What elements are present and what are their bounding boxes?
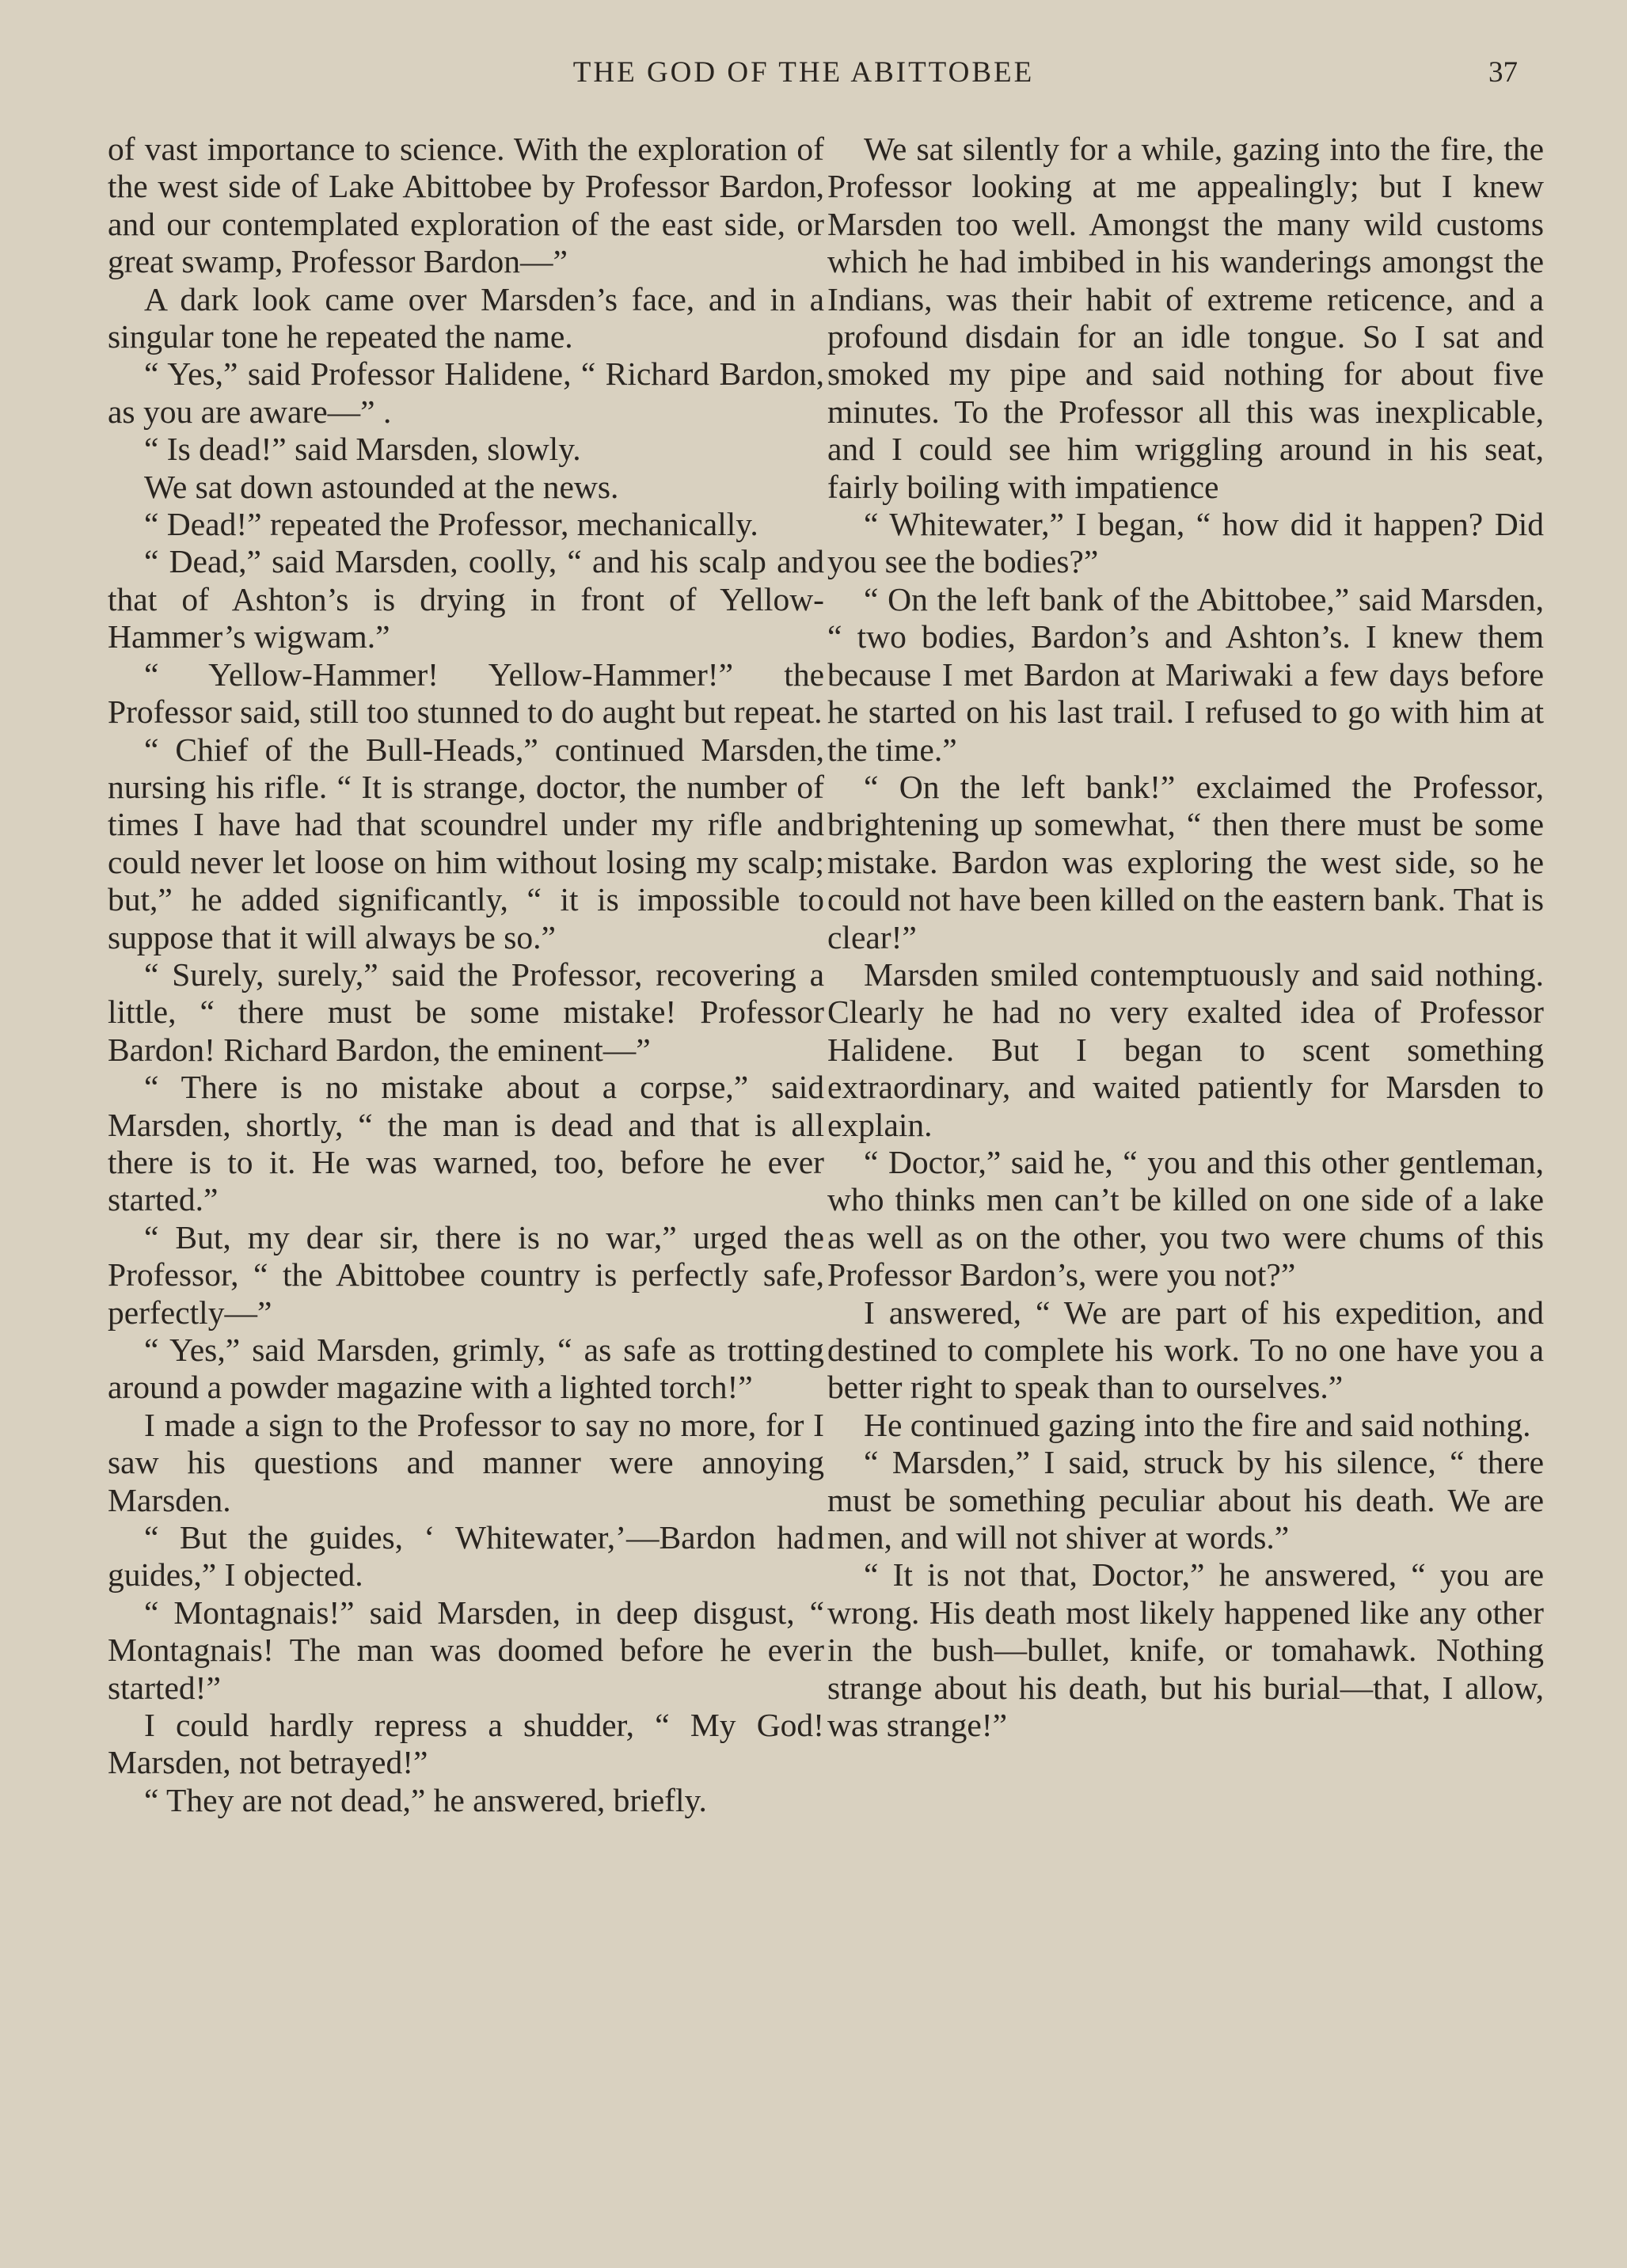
paragraph: “ Yes,” said Marsden, grimly, “ as safe as trotting around a powder magazine with a lighted torch!” [108,1332,824,1406]
paragraph: “ Chief of the Bull-Heads,” continued Marsden, nursing his rifle. “ It is strange, doctor, the number of times I have had that scoundrel under my rifle and could never let loose on him without losing my scalp; but,” he added significantly, “ it is impossible to suppose that it will always be so.” [108,731,824,955]
paragraph: “ They are not dead,” he answered, briefly. [144,1781,707,1818]
paragraph: We sat down astounded at the news. [144,468,619,505]
paragraph: Marsden smiled contemptuously and said nothing. Clearly he had no very exalted idea of Professor Halidene. But I began to scent something extraordinary, and waited patiently for Marsden to explain. [827,955,1544,1143]
paragraph: “ But, my dear sir, there is no war,” urged the Professor, “ the Abittobee country is perfectly safe, perfectly—” [108,1218,824,1331]
paragraph: A dark look came over Marsden’s face, and in a singular tone he repeated the name. [108,280,824,355]
running-title: THE GOD OF THE ABITTOBEE [572,56,1035,89]
paragraph: “ Dead,” said Marsden, coolly, “ and his scalp and that of Ashton’s is drying in front of Yellow-Hammer’s wigwam.” [108,543,824,655]
paragraph: “ Montagnais!” said Marsden, in deep disgust, “ Montagnais! The man was doomed before he ever started!” [108,1594,824,1706]
paragraph: “ Dead!” repeated the Professor, mechanically. [144,506,758,543]
paragraph: I made a sign to the Professor to say no more, for I saw his questions and manner were annoying Marsden. [108,1406,824,1518]
paragraph: I answered, “ We are part of his expedition, and destined to complete his work. To no one have you a better right to speak than to ourselves.” [827,1294,1544,1406]
paragraph: of vast importance to science. With the exploration of the west side of Lake Abittobee by Professor Bardon, and our contemplated exploration of the east side, or great swamp, Professor Bardon—” [108,131,824,280]
paragraph: “ Yellow-Hammer! Yellow-Hammer!” the Professor said, still too stunned to do aught but repeat. [108,655,824,731]
paragraph: “ Surely, surely,” said the Professor, recovering a little, “ there must be some mistake! Professor Bardon! Richard Bardon, the eminent—” [108,955,824,1068]
paragraph: “ Marsden,” I said, struck by his silence, “ there must be something peculiar about his death. We are men, and will not shiver at words.” [827,1444,1544,1556]
paragraph: “ Whitewater,” I began, “ how did it happen? Did you see the bodies?” [827,506,1544,580]
paragraph: “ Doctor,” said he, “ you and this other gentleman, who thinks men can’t be killed on one side of a lake as well as on the other, you two were chums of this Professor Bardon’s, were you not?” [827,1143,1544,1294]
paragraph: “ There is no mistake about a corpse,” said Marsden, shortly, “ the man is dead and that is all there is to it. He was warned, too, before he ever started.” [108,1069,824,1218]
page-header [0,55,1627,103]
paragraph: “ On the left bank!” exclaimed the Professor, brightening up somewhat, “ then there must be some mistake. Bardon was exploring the west side, so he could not have been killed on the eastern bank. That is clear!” [827,768,1544,955]
paragraph: I could hardly repress a shudder, “ My God! Marsden, not betrayed!” [108,1707,824,1781]
paragraph: We sat silently for a while, gazing into the fire, the Professor looking at me appealingly; but I knew Marsden too well. Amongst the many wild customs which he had imbibed in his wanderings amongst the Indians, was their habit of extreme reticence, and a profound disdain for an idle tongue. So I sat and smoked my pipe and said nothing for about five minutes. To the Professor all this was inexplicable, and I could see him wriggling around in his seat, fairly boiling with impatience [827,131,1544,505]
paragraph: He continued gazing into the fire and said nothing. [864,1406,1531,1443]
paragraph: “ On the left bank of the Abittobee,” said Marsden, “ two bodies, Bardon’s and Ashton’s. I knew them because I met Bardon at Mariwaki a few days before he started on his last trail. I refused to go with him at the time.” [827,580,1544,768]
paragraph: “ Yes,” said Professor Halidene, “ Richard Bardon, as you are aware—” . [108,355,824,430]
paragraph: “ It is not that, Doctor,” he answered, “ you are wrong. His death most likely happened like any other in the bush—bullet, knife, or tomahawk. Nothing strange about his death, but his burial—that, I allow, was strange!” [827,1556,1544,1744]
paragraph: “ Is dead!” said Marsden, slowly. [144,431,581,468]
page-number: 37 [1488,56,1518,89]
paragraph: “ But the guides, ‘ Whitewater,’—Bardon had guides,” I objected. [108,1519,824,1594]
right-column [827,131,1544,1744]
left-column [108,131,824,1819]
